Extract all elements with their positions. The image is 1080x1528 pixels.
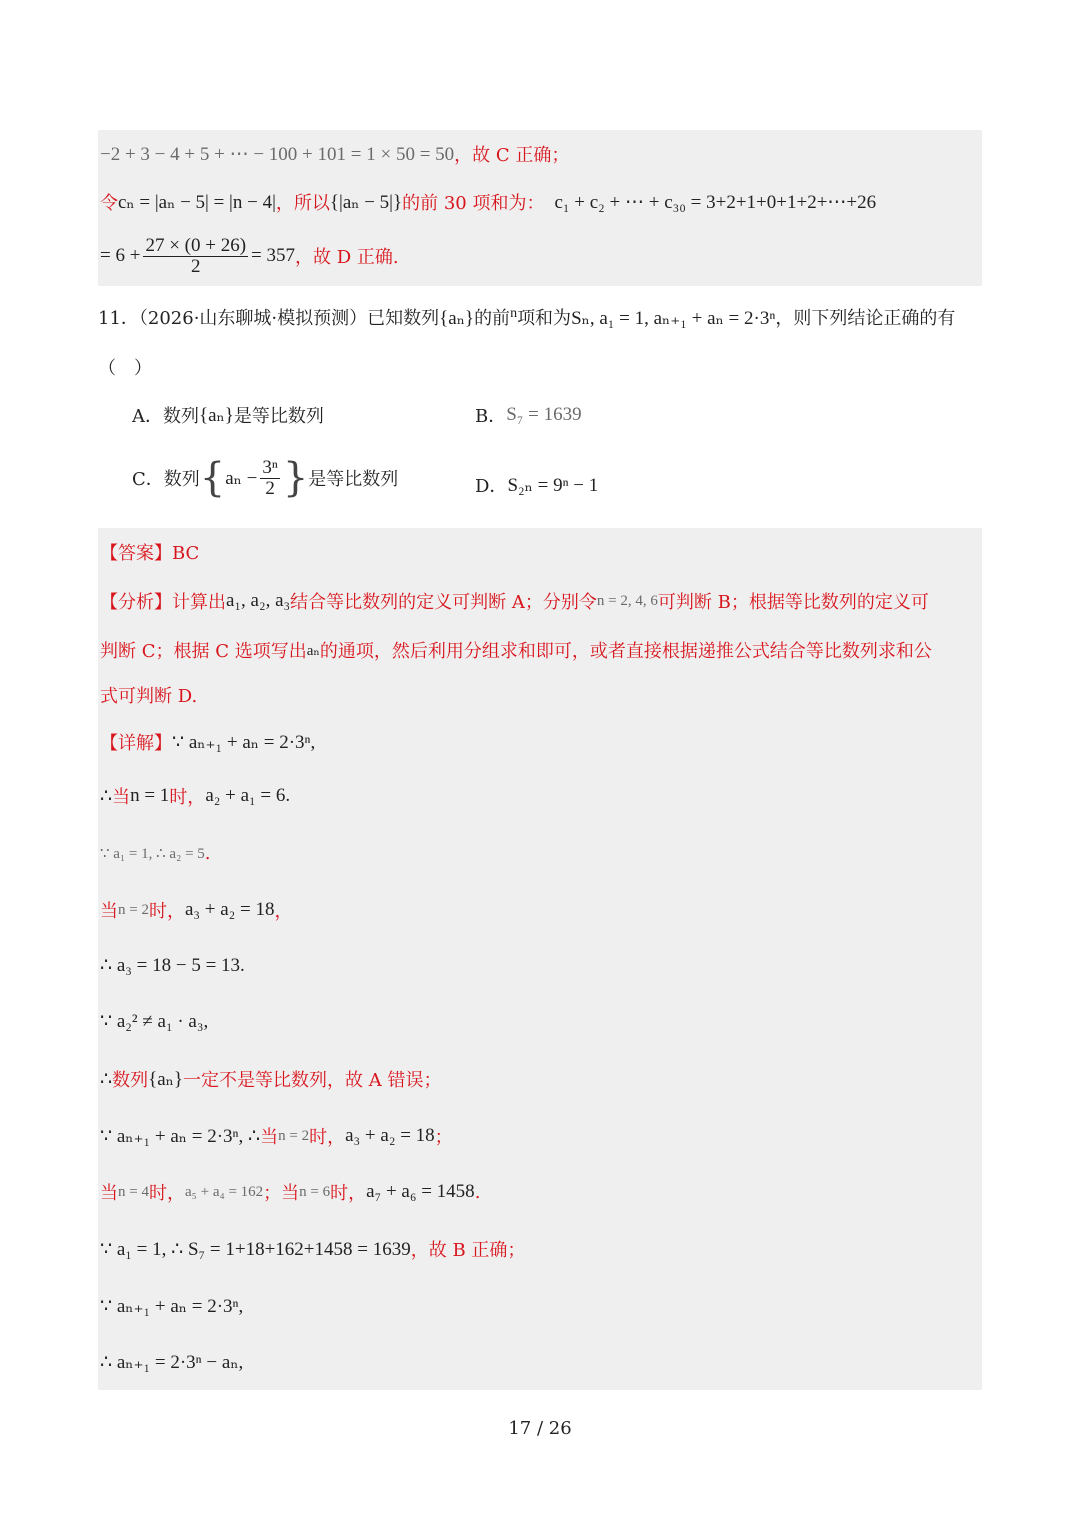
math-expression: ∵ aₙ₊₁ + aₙ = 2·3ⁿ,	[100, 1295, 244, 1317]
option-text: 是等比数列	[233, 406, 324, 427]
math-expression: = 357	[251, 245, 295, 266]
analysis-line-1	[98, 576, 982, 626]
math-expression: ∴ aₙ₊₁ = 2·3ⁿ − aₙ,	[100, 1351, 244, 1373]
math-expression: ∵ a₂² ≠ a₁ · a₃,	[100, 1010, 209, 1032]
fraction	[260, 458, 279, 499]
detail-text: 时，	[148, 901, 185, 922]
detail-text: 一定不是等比数列，故 A 错误；	[183, 1070, 442, 1091]
detail-line-12	[98, 1334, 982, 1390]
detail-text: .	[204, 842, 211, 864]
detail-text: 时，	[169, 787, 206, 808]
option-label: C．数列	[132, 469, 200, 491]
math-expression: c₁ + c₂ + ⋯ + c₃₀ = 3+2+1+0+1+2+⋯+26	[554, 191, 877, 213]
detail-text: ；	[434, 1127, 453, 1148]
detail-text: 当	[112, 787, 131, 808]
left-brace: {	[199, 455, 226, 502]
math-expression: {|aₙ − 5|}	[329, 191, 403, 213]
option-a	[132, 402, 324, 428]
page-number: 17 / 26	[508, 1418, 572, 1439]
detail-line-7	[98, 1050, 982, 1108]
math-expression: Sₙ, a₁ = 1, aₙ₊₁ + aₙ = 2·3ⁿ	[571, 308, 776, 329]
math-expression: aₙ	[306, 642, 320, 659]
detail-line-5	[98, 938, 982, 992]
detail-text: 当	[100, 901, 118, 922]
math-expression: ∵ aₙ₊₁ + aₙ = 2·3ⁿ,	[172, 731, 316, 753]
detail-text: 时，	[148, 1183, 185, 1204]
option-b	[475, 402, 582, 428]
solution-line-2	[98, 178, 982, 226]
math-expression: a₅ + a₄ = 162	[184, 1183, 264, 1200]
math-expression: n	[510, 306, 518, 321]
math-expression: = 6 +	[100, 245, 141, 266]
option-label: A．数列	[132, 406, 199, 427]
fraction-denominator: 2	[265, 477, 275, 499]
detail-line-1	[98, 716, 982, 768]
solution-line-1	[98, 130, 982, 178]
detail-line-4	[98, 882, 982, 938]
question-prefix: 11．（2026·山东聊城·模拟预测）已知数列	[98, 308, 440, 329]
math-expression: n = 2	[278, 1127, 310, 1144]
detail-text: ，故 B 正确；	[410, 1240, 526, 1261]
math-expression: {aₙ}	[199, 404, 234, 426]
math-expression: a₃ + a₂ = 18	[184, 899, 275, 920]
solution-text: ，所以	[275, 193, 330, 214]
question-text: ，则下列结论正确的有	[775, 308, 956, 329]
math-expression: −2 + 3 − 4 + 5 + ⋯ − 100 + 101 = 1 × 50 = 50	[100, 143, 455, 165]
math-expression: ∴ a₃ = 18 − 5 = 13.	[100, 954, 245, 976]
detail-line-10	[98, 1220, 982, 1278]
answer-line	[98, 528, 982, 576]
math-expression: S₇ = 1639	[506, 404, 582, 425]
math-expression: ∵ aₙ₊₁ + aₙ = 2·3ⁿ, ∴	[100, 1125, 261, 1147]
analysis-line-3	[98, 674, 982, 716]
analysis-text: 【分析】计算出	[100, 592, 226, 613]
detail-line-2	[98, 768, 982, 824]
solution-text: 令	[100, 193, 118, 214]
question-stem	[98, 304, 982, 330]
detail-text: 时，	[330, 1183, 367, 1204]
analysis-text: 可判断 B；根据等比数列的定义可	[657, 592, 929, 613]
option-c	[132, 455, 399, 502]
detail-line-3	[98, 824, 982, 882]
math-expression: n = 1	[130, 785, 170, 806]
detail-text: .	[474, 1181, 481, 1203]
solution-line-3	[98, 226, 982, 286]
math-expression: {aₙ}	[439, 308, 475, 329]
math-expression: n = 2, 4, 6	[596, 592, 658, 609]
math-expression: ∴	[100, 785, 113, 807]
option-label: D．	[475, 476, 508, 497]
detail-label: 【详解】	[100, 733, 172, 754]
option-text: 是等比数列	[308, 469, 399, 491]
math-expression: S₂ₙ = 9ⁿ − 1	[507, 474, 599, 496]
solution-text: 的前 30 项和为：	[402, 193, 545, 214]
math-expression: aₙ −	[225, 467, 258, 489]
math-expression: a₂ + a₁ = 6.	[205, 785, 291, 806]
fraction-numerator: 3ⁿ	[262, 457, 278, 478]
math-expression: n = 4	[118, 1183, 149, 1200]
math-expression: n = 2	[118, 901, 149, 918]
right-brace: }	[282, 455, 309, 502]
detail-line-9	[98, 1164, 982, 1220]
analysis-line-2	[98, 626, 982, 674]
question-text: 的前	[474, 308, 511, 329]
fraction	[143, 236, 248, 277]
math-expression: ∵ a₁ = 1, ∴ a₂ = 5	[100, 845, 205, 862]
analysis-text: 判断 C；根据 C 选项写出	[100, 641, 307, 662]
detail-text: ，	[274, 901, 293, 922]
math-expression: n = 6	[299, 1183, 331, 1200]
fraction-denominator: 2	[190, 255, 201, 277]
math-expression: a₇ + a₆ = 1458	[366, 1181, 475, 1202]
analysis-text: 的通项，然后利用分组求和即可，或者直接根据递推公式结合等比数列求和公	[319, 641, 932, 662]
detail-text: ；当	[263, 1183, 300, 1204]
math-expression: ∵ a₁ = 1, ∴ S₇ = 1+18+162+1458 = 1639	[100, 1238, 411, 1260]
math-expression: ∴	[100, 1068, 113, 1090]
detail-line-11	[98, 1278, 982, 1334]
math-expression: {aₙ}	[148, 1068, 183, 1090]
option-label: B．	[475, 406, 507, 427]
fraction-numerator: 27 × (0 + 26)	[145, 234, 247, 256]
solution-text: ，故 C 正确；	[454, 145, 570, 166]
solution-text: ，故 D 正确.	[295, 247, 399, 268]
detail-text: 时，	[309, 1127, 346, 1148]
question-text: 项和为	[517, 308, 572, 329]
detail-text: 当	[260, 1127, 279, 1148]
math-expression: cₙ = |aₙ − 5| = |n − 4|	[118, 191, 276, 213]
analysis-text: 结合等比数列的定义可判断 A；分别令	[290, 592, 597, 613]
analysis-text: 式可判断 D.	[100, 686, 198, 707]
detail-line-6	[98, 992, 982, 1050]
detail-text: 数列	[112, 1070, 149, 1091]
option-d	[475, 472, 598, 498]
detail-text: 当	[100, 1183, 118, 1204]
answer-parentheses: （ ）	[98, 358, 152, 379]
answer-label: 【答案】BC	[100, 543, 200, 564]
math-expression: a₃ + a₂ = 18	[345, 1125, 435, 1146]
math-expression: a₁, a₂, a₃	[226, 590, 291, 611]
detail-line-8	[98, 1108, 982, 1164]
